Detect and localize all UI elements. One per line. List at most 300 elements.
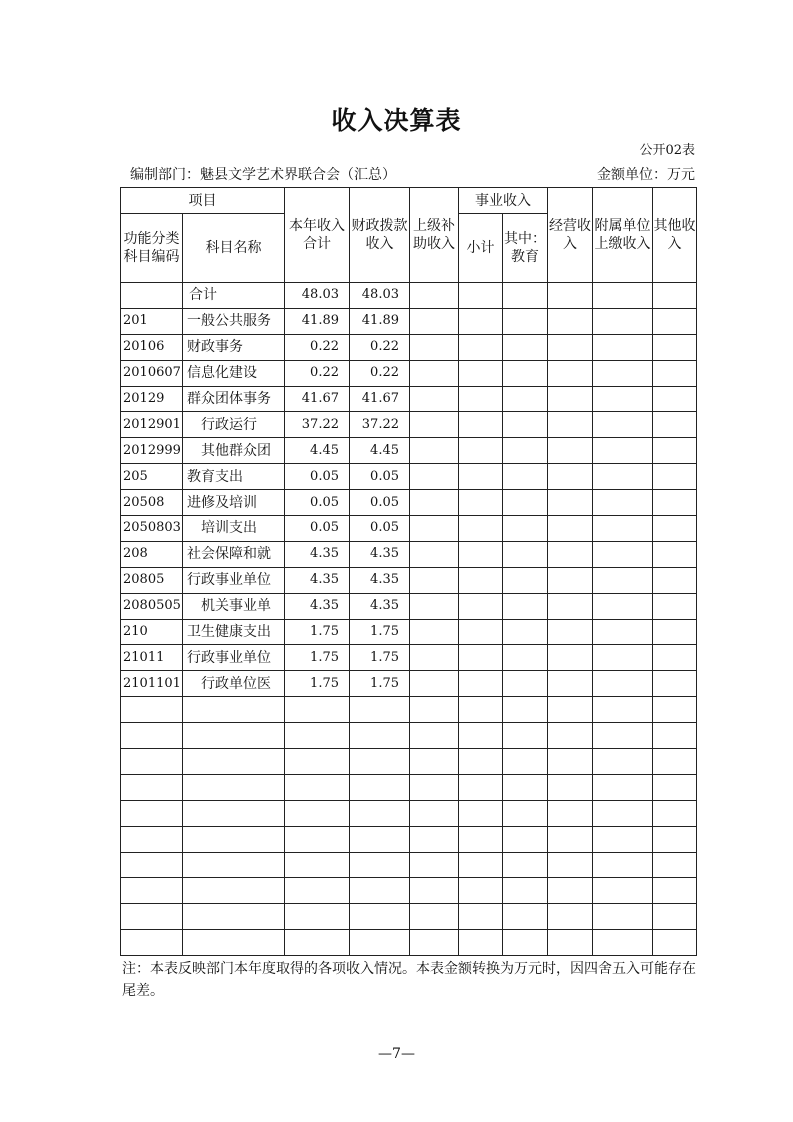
subject-name: 财政事务 <box>183 334 285 360</box>
fiscal-income: 4.35 <box>350 593 410 619</box>
empty-cell <box>410 541 459 567</box>
empty-cell <box>503 774 548 800</box>
table-row <box>121 412 697 438</box>
table-row <box>121 697 697 723</box>
empty-cell <box>653 593 697 619</box>
subject-code: 2050803 <box>121 516 183 542</box>
subject-code: 20508 <box>121 490 183 516</box>
empty-cell <box>593 930 653 956</box>
empty-cell <box>653 567 697 593</box>
table-row <box>121 464 697 490</box>
empty-cell <box>548 800 593 826</box>
empty-cell <box>653 852 697 878</box>
table-row <box>121 749 697 775</box>
fiscal-income: 48.03 <box>350 283 410 309</box>
empty-cell <box>410 930 459 956</box>
empty-cell <box>503 360 548 386</box>
empty-cell <box>183 826 285 852</box>
empty-cell <box>285 826 350 852</box>
empty-cell <box>410 774 459 800</box>
empty-cell <box>548 516 593 542</box>
subject-name: 合计 <box>183 283 285 309</box>
empty-cell <box>653 774 697 800</box>
empty-cell <box>121 826 183 852</box>
empty-cell <box>548 283 593 309</box>
fiscal-income: 4.45 <box>350 438 410 464</box>
header-business: 经营收入 <box>548 188 593 283</box>
empty-cell <box>593 697 653 723</box>
empty-cell <box>183 800 285 826</box>
empty-cell <box>593 619 653 645</box>
empty-cell <box>653 749 697 775</box>
subject-name: 卫生健康支出 <box>183 619 285 645</box>
empty-cell <box>183 749 285 775</box>
page-number: —7— <box>378 1046 415 1062</box>
fiscal-income: 1.75 <box>350 671 410 697</box>
empty-cell <box>653 800 697 826</box>
empty-cell <box>459 464 503 490</box>
empty-cell <box>548 904 593 930</box>
empty-cell <box>285 723 350 749</box>
empty-cell <box>548 541 593 567</box>
subject-code: 210 <box>121 619 183 645</box>
table-row <box>121 308 697 334</box>
header-career-edu: 其中：教育 <box>503 214 548 283</box>
empty-cell <box>350 826 410 852</box>
subject-code: 20805 <box>121 567 183 593</box>
empty-cell <box>653 464 697 490</box>
empty-cell <box>459 774 503 800</box>
fiscal-income: 4.35 <box>350 541 410 567</box>
empty-cell <box>410 490 459 516</box>
empty-cell <box>350 878 410 904</box>
empty-cell <box>593 490 653 516</box>
empty-cell <box>593 774 653 800</box>
empty-cell <box>121 930 183 956</box>
total-income: 4.35 <box>285 593 350 619</box>
subject-code: 2012901 <box>121 412 183 438</box>
empty-cell <box>183 723 285 749</box>
page-title: 收入决算表 <box>331 106 462 135</box>
empty-cell <box>503 490 548 516</box>
empty-cell <box>350 800 410 826</box>
empty-cell <box>593 749 653 775</box>
empty-cell <box>410 386 459 412</box>
empty-cell <box>593 723 653 749</box>
empty-cell <box>459 619 503 645</box>
empty-cell <box>653 412 697 438</box>
empty-cell <box>459 490 503 516</box>
empty-cell <box>410 878 459 904</box>
fiscal-income: 4.35 <box>350 567 410 593</box>
subject-name: 其他群众团 <box>183 438 285 464</box>
empty-cell <box>653 671 697 697</box>
empty-cell <box>593 645 653 671</box>
empty-cell <box>350 852 410 878</box>
empty-cell <box>593 516 653 542</box>
fiscal-income: 0.05 <box>350 516 410 542</box>
table-row <box>121 360 697 386</box>
subject-code: 208 <box>121 541 183 567</box>
empty-cell <box>593 904 653 930</box>
empty-cell <box>653 904 697 930</box>
empty-cell <box>410 645 459 671</box>
empty-cell <box>121 852 183 878</box>
empty-cell <box>459 360 503 386</box>
subject-name: 进修及培训 <box>183 490 285 516</box>
empty-cell <box>653 308 697 334</box>
empty-cell <box>459 930 503 956</box>
total-income: 41.67 <box>285 386 350 412</box>
empty-cell <box>121 697 183 723</box>
total-income: 0.22 <box>285 334 350 360</box>
empty-cell <box>548 645 593 671</box>
income-table <box>120 187 697 956</box>
empty-cell <box>285 774 350 800</box>
empty-cell <box>593 334 653 360</box>
empty-cell <box>503 723 548 749</box>
empty-cell <box>410 516 459 542</box>
empty-cell <box>548 360 593 386</box>
total-income: 1.75 <box>285 645 350 671</box>
subject-name: 一般公共服务 <box>183 308 285 334</box>
empty-cell <box>593 464 653 490</box>
subject-name: 教育支出 <box>183 464 285 490</box>
empty-cell <box>459 723 503 749</box>
empty-cell <box>593 593 653 619</box>
fiscal-income: 0.22 <box>350 334 410 360</box>
empty-cell <box>410 852 459 878</box>
subject-name: 行政事业单位 <box>183 567 285 593</box>
empty-cell <box>548 464 593 490</box>
empty-cell <box>548 697 593 723</box>
empty-cell <box>183 774 285 800</box>
empty-cell <box>183 697 285 723</box>
total-income: 1.75 <box>285 671 350 697</box>
empty-cell <box>593 438 653 464</box>
fiscal-income: 41.67 <box>350 386 410 412</box>
table-row <box>121 826 697 852</box>
empty-cell <box>548 438 593 464</box>
empty-cell <box>459 541 503 567</box>
empty-cell <box>285 852 350 878</box>
empty-cell <box>459 334 503 360</box>
subject-code: 21011 <box>121 645 183 671</box>
table-row <box>121 541 697 567</box>
header-func-code: 功能分类科目编码 <box>121 214 183 283</box>
table-row <box>121 878 697 904</box>
empty-cell <box>548 878 593 904</box>
empty-cell <box>459 593 503 619</box>
empty-cell <box>459 308 503 334</box>
empty-cell <box>410 697 459 723</box>
total-income: 4.35 <box>285 567 350 593</box>
empty-cell <box>548 723 593 749</box>
empty-cell <box>285 878 350 904</box>
empty-cell <box>503 283 548 309</box>
table-row <box>121 723 697 749</box>
table-row <box>121 283 697 309</box>
header-career-subtotal: 小计 <box>459 214 503 283</box>
empty-cell <box>410 567 459 593</box>
subject-code: 20129 <box>121 386 183 412</box>
subject-name: 培训支出 <box>183 516 285 542</box>
empty-cell <box>593 800 653 826</box>
fiscal-income: 1.75 <box>350 645 410 671</box>
empty-cell <box>459 386 503 412</box>
total-income: 0.22 <box>285 360 350 386</box>
empty-cell <box>350 930 410 956</box>
empty-cell <box>593 386 653 412</box>
empty-cell <box>459 904 503 930</box>
total-income: 0.05 <box>285 516 350 542</box>
empty-cell <box>459 749 503 775</box>
empty-cell <box>653 826 697 852</box>
empty-cell <box>410 360 459 386</box>
empty-cell <box>459 438 503 464</box>
empty-cell <box>285 930 350 956</box>
empty-cell <box>121 878 183 904</box>
empty-cell <box>548 490 593 516</box>
empty-cell <box>459 878 503 904</box>
empty-cell <box>503 619 548 645</box>
empty-cell <box>653 360 697 386</box>
empty-cell <box>548 671 593 697</box>
subject-name: 行政事业单位 <box>183 645 285 671</box>
empty-cell <box>121 749 183 775</box>
fiscal-income: 37.22 <box>350 412 410 438</box>
empty-cell <box>350 904 410 930</box>
empty-cell <box>593 308 653 334</box>
empty-cell <box>653 645 697 671</box>
empty-cell <box>350 749 410 775</box>
empty-cell <box>548 308 593 334</box>
empty-cell <box>459 800 503 826</box>
empty-cell <box>459 645 503 671</box>
header-superior: 上级补助收入 <box>410 188 459 283</box>
empty-cell <box>459 697 503 723</box>
fiscal-income: 1.75 <box>350 619 410 645</box>
empty-cell <box>459 283 503 309</box>
empty-cell <box>653 697 697 723</box>
empty-cell <box>503 800 548 826</box>
empty-cell <box>410 283 459 309</box>
header-career: 事业收入 <box>459 188 548 214</box>
empty-cell <box>503 697 548 723</box>
empty-cell <box>653 878 697 904</box>
empty-cell <box>503 904 548 930</box>
table-row <box>121 438 697 464</box>
empty-cell <box>593 283 653 309</box>
empty-cell <box>503 749 548 775</box>
empty-cell <box>459 671 503 697</box>
header-total: 本年收入合计 <box>285 188 350 283</box>
header-subject-name: 科目名称 <box>183 214 285 283</box>
empty-cell <box>183 878 285 904</box>
subject-name: 行政运行 <box>183 412 285 438</box>
table-note: 注：本表反映部门本年度取得的各项收入情况。本表金额转换为万元时，因四舍五入可能存在尾差。 <box>122 961 696 999</box>
empty-cell <box>183 852 285 878</box>
empty-cell <box>183 904 285 930</box>
empty-cell <box>410 826 459 852</box>
table-row <box>121 800 697 826</box>
empty-cell <box>285 697 350 723</box>
table-row <box>121 852 697 878</box>
empty-cell <box>410 671 459 697</box>
empty-cell <box>548 593 593 619</box>
empty-cell <box>593 826 653 852</box>
subject-name: 行政单位医 <box>183 671 285 697</box>
total-income: 0.05 <box>285 464 350 490</box>
empty-cell <box>410 308 459 334</box>
empty-cell <box>653 438 697 464</box>
total-income: 37.22 <box>285 412 350 438</box>
empty-cell <box>503 826 548 852</box>
total-income: 41.89 <box>285 308 350 334</box>
header-affiliate: 附属单位上缴收入 <box>593 188 653 283</box>
empty-cell <box>653 516 697 542</box>
empty-cell <box>548 749 593 775</box>
empty-cell <box>503 412 548 438</box>
empty-cell <box>503 334 548 360</box>
table-row <box>121 645 697 671</box>
table-row <box>121 619 697 645</box>
empty-cell <box>503 567 548 593</box>
total-income: 1.75 <box>285 619 350 645</box>
empty-cell <box>593 671 653 697</box>
empty-cell <box>653 619 697 645</box>
empty-cell <box>653 334 697 360</box>
empty-cell <box>410 334 459 360</box>
empty-cell <box>593 412 653 438</box>
table-row <box>121 386 697 412</box>
department-label: 编制部门：魅县文学艺术界联合会（汇总） <box>130 167 396 183</box>
empty-cell <box>285 749 350 775</box>
empty-cell <box>503 852 548 878</box>
empty-cell <box>410 464 459 490</box>
empty-cell <box>653 723 697 749</box>
subject-code: 2012999 <box>121 438 183 464</box>
subject-name: 机关事业单 <box>183 593 285 619</box>
empty-cell <box>653 490 697 516</box>
empty-cell <box>593 878 653 904</box>
header-other: 其他收入 <box>653 188 697 283</box>
empty-cell <box>410 412 459 438</box>
table-row <box>121 490 697 516</box>
empty-cell <box>350 723 410 749</box>
empty-cell <box>548 386 593 412</box>
empty-cell <box>350 774 410 800</box>
table-row <box>121 774 697 800</box>
header-project: 项目 <box>121 188 285 214</box>
empty-cell <box>121 774 183 800</box>
total-income: 48.03 <box>285 283 350 309</box>
fiscal-income: 0.05 <box>350 490 410 516</box>
empty-cell <box>503 593 548 619</box>
empty-cell <box>410 723 459 749</box>
header-fiscal: 财政拨款收入 <box>350 188 410 283</box>
fiscal-income: 0.22 <box>350 360 410 386</box>
empty-cell <box>503 878 548 904</box>
empty-cell <box>503 308 548 334</box>
empty-cell <box>503 464 548 490</box>
empty-cell <box>593 567 653 593</box>
empty-cell <box>410 800 459 826</box>
empty-cell <box>410 438 459 464</box>
empty-cell <box>548 852 593 878</box>
empty-cell <box>410 619 459 645</box>
empty-cell <box>121 904 183 930</box>
empty-cell <box>410 749 459 775</box>
empty-cell <box>548 567 593 593</box>
empty-cell <box>653 283 697 309</box>
subject-code: 2080505 <box>121 593 183 619</box>
total-income: 4.35 <box>285 541 350 567</box>
table-row <box>121 334 697 360</box>
empty-cell <box>459 826 503 852</box>
empty-cell <box>548 826 593 852</box>
subject-code: 201 <box>121 308 183 334</box>
empty-cell <box>653 541 697 567</box>
fiscal-income: 0.05 <box>350 464 410 490</box>
table-row <box>121 567 697 593</box>
empty-cell <box>503 930 548 956</box>
empty-cell <box>503 645 548 671</box>
empty-cell <box>653 386 697 412</box>
table-row <box>121 593 697 619</box>
empty-cell <box>459 852 503 878</box>
table-row <box>121 671 697 697</box>
subject-name: 群众团体事务 <box>183 386 285 412</box>
empty-cell <box>350 697 410 723</box>
subject-name: 信息化建设 <box>183 360 285 386</box>
empty-cell <box>285 800 350 826</box>
form-number: 公开02表 <box>639 143 695 158</box>
empty-cell <box>410 904 459 930</box>
empty-cell <box>503 386 548 412</box>
empty-cell <box>459 567 503 593</box>
empty-cell <box>503 516 548 542</box>
subject-code: 205 <box>121 464 183 490</box>
empty-cell <box>653 930 697 956</box>
empty-cell <box>593 360 653 386</box>
empty-cell <box>121 800 183 826</box>
empty-cell <box>183 930 285 956</box>
amount-unit-label: 金额单位：万元 <box>597 167 695 183</box>
empty-cell <box>503 541 548 567</box>
total-income: 0.05 <box>285 490 350 516</box>
empty-cell <box>548 334 593 360</box>
table-row <box>121 904 697 930</box>
empty-cell <box>593 541 653 567</box>
fiscal-income: 41.89 <box>350 308 410 334</box>
empty-cell <box>593 852 653 878</box>
subject-code <box>121 283 183 309</box>
empty-cell <box>459 516 503 542</box>
empty-cell <box>410 593 459 619</box>
empty-cell <box>548 774 593 800</box>
empty-cell <box>285 904 350 930</box>
empty-cell <box>548 930 593 956</box>
subject-code: 2010607 <box>121 360 183 386</box>
table-body <box>121 283 697 956</box>
subject-code: 2101101 <box>121 671 183 697</box>
subject-name: 社会保障和就 <box>183 541 285 567</box>
empty-cell <box>503 438 548 464</box>
table-row <box>121 930 697 956</box>
empty-cell <box>459 412 503 438</box>
empty-cell <box>548 619 593 645</box>
